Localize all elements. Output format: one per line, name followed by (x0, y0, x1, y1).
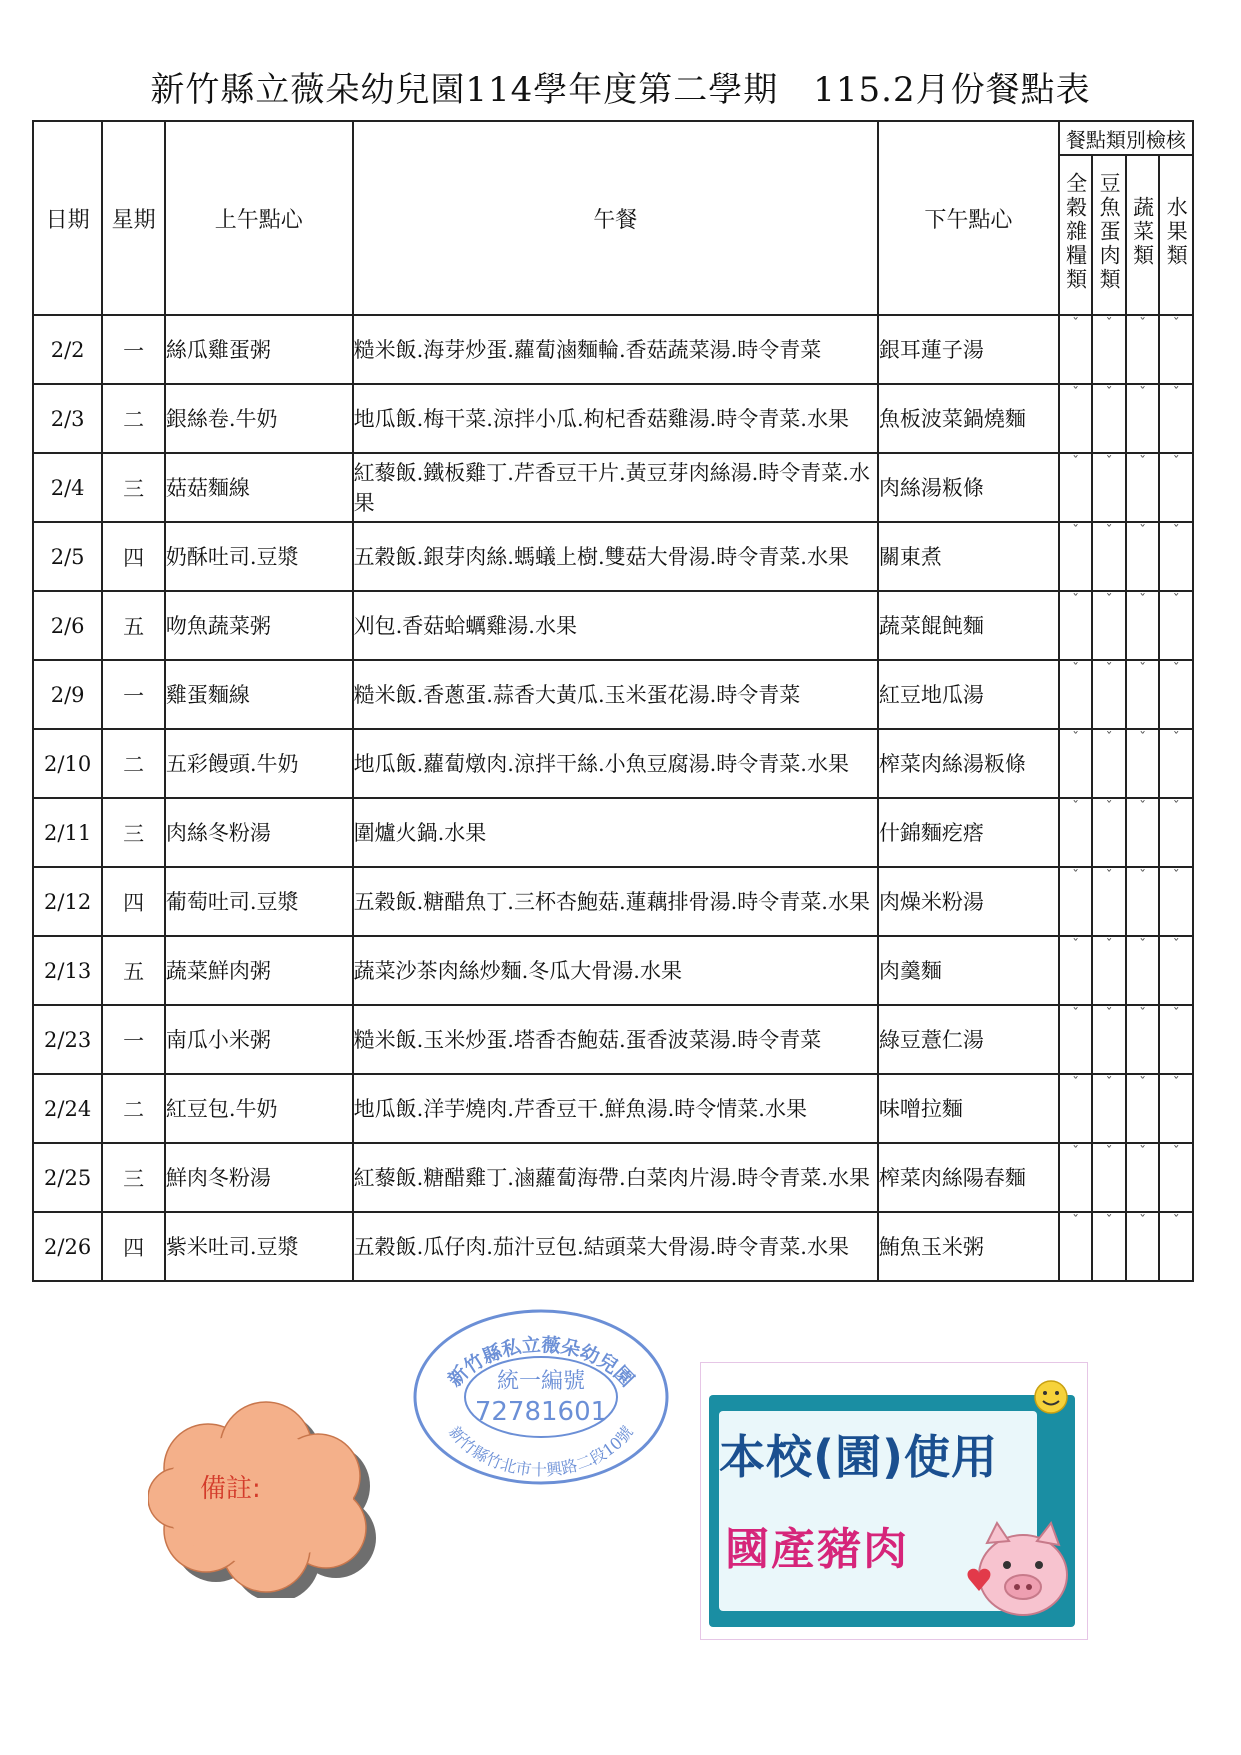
row-lunch: 五穀飯.糖醋魚丁.三杯杏鮑菇.蓮藕排骨湯.時令青菜.水果 (353, 867, 878, 936)
row-check-mark: ˇ (1092, 1005, 1126, 1074)
row-afternoon-snack: 鮪魚玉米粥 (878, 1212, 1059, 1281)
row-afternoon-snack: 味噌拉麵 (878, 1074, 1059, 1143)
table-row (33, 660, 1193, 729)
row-lunch: 地瓜飯.洋芋燒肉.芹香豆干.鮮魚湯.時令情菜.水果 (353, 1074, 878, 1143)
table-row (33, 1005, 1193, 1074)
row-day: 二 (102, 729, 165, 798)
header-check-protein (1092, 155, 1126, 315)
row-check-mark: ˇ (1126, 384, 1160, 453)
row-afternoon-snack: 肉羹麵 (878, 936, 1059, 1005)
row-check-mark: ˇ (1159, 591, 1193, 660)
table-row (33, 798, 1193, 867)
note-label: 備註: (200, 1474, 261, 1504)
row-morning-snack: 雞蛋麵線 (165, 660, 353, 729)
row-check-mark: ˇ (1126, 867, 1160, 936)
row-check-mark: ˇ (1059, 1005, 1093, 1074)
row-date: 2/3 (33, 384, 102, 453)
row-day: 一 (102, 1005, 165, 1074)
header-check-protein-label: 豆魚蛋肉類 (1097, 172, 1122, 292)
row-check-mark: ˇ (1159, 1074, 1193, 1143)
row-check-mark: ˇ (1126, 315, 1160, 384)
row-check-mark: ˇ (1159, 1005, 1193, 1074)
row-day: 四 (102, 522, 165, 591)
row-check-mark: ˇ (1159, 453, 1193, 522)
row-afternoon-snack: 紅豆地瓜湯 (878, 660, 1059, 729)
table-row (33, 522, 1193, 591)
row-check-mark: ˇ (1092, 1074, 1126, 1143)
badge-line1: 本校(園)使用 (719, 1430, 999, 1484)
meal-table (32, 120, 1194, 1282)
row-day: 一 (102, 315, 165, 384)
row-check-mark: ˇ (1059, 1212, 1093, 1281)
header-check-group: 餐點類別檢核 (1059, 121, 1193, 155)
stamp-arc-top: 新竹縣私立薇朵幼兒園 (443, 1334, 639, 1392)
badge-line2: 國產豬肉 (725, 1524, 909, 1575)
table-row (33, 315, 1193, 384)
row-check-mark: ˇ (1092, 1143, 1126, 1212)
row-check-mark: ˇ (1159, 729, 1193, 798)
header-lunch: 午餐 (353, 121, 878, 315)
row-afternoon-snack: 肉絲湯粄條 (878, 453, 1059, 522)
header-check-grains (1059, 155, 1093, 315)
row-afternoon-snack: 什錦麵疙瘩 (878, 798, 1059, 867)
header-check-fruit (1159, 155, 1193, 315)
table-row (33, 936, 1193, 1005)
row-check-mark: ˇ (1059, 522, 1093, 591)
row-check-mark: ˇ (1126, 729, 1160, 798)
row-date: 2/24 (33, 1074, 102, 1143)
row-date: 2/23 (33, 1005, 102, 1074)
row-day: 二 (102, 384, 165, 453)
row-check-mark: ˇ (1092, 936, 1126, 1005)
page-title: 新竹縣立薇朵幼兒園114學年度第二學期 115.2月份餐點表 (150, 70, 1091, 110)
row-date: 2/11 (33, 798, 102, 867)
row-morning-snack: 絲瓜雞蛋粥 (165, 315, 353, 384)
row-afternoon-snack: 關東煮 (878, 522, 1059, 591)
row-check-mark: ˇ (1059, 384, 1093, 453)
row-day: 四 (102, 1212, 165, 1281)
row-morning-snack: 葡萄吐司.豆漿 (165, 867, 353, 936)
row-lunch: 圍爐火鍋.水果 (353, 798, 878, 867)
row-afternoon-snack: 榨菜肉絲陽春麵 (878, 1143, 1059, 1212)
row-afternoon-snack: 蔬菜餛飩麵 (878, 591, 1059, 660)
row-date: 2/10 (33, 729, 102, 798)
row-check-mark: ˇ (1126, 1005, 1160, 1074)
note-cloud (148, 1398, 388, 1598)
row-day: 三 (102, 798, 165, 867)
row-check-mark: ˇ (1059, 867, 1093, 936)
table-row (33, 384, 1193, 453)
row-check-mark: ˇ (1159, 315, 1193, 384)
row-check-mark: ˇ (1092, 453, 1126, 522)
row-morning-snack: 紅豆包.牛奶 (165, 1074, 353, 1143)
table-row (33, 1143, 1193, 1212)
row-check-mark: ˇ (1059, 591, 1093, 660)
row-morning-snack: 菇菇麵線 (165, 453, 353, 522)
row-lunch: 紅藜飯.糖醋雞丁.滷蘿蔔海帶.白菜肉片湯.時令青菜.水果 (353, 1143, 878, 1212)
table-row (33, 453, 1193, 522)
header-check-vegetables (1126, 155, 1160, 315)
row-day: 一 (102, 660, 165, 729)
row-afternoon-snack: 肉燥米粉湯 (878, 867, 1059, 936)
row-check-mark: ˇ (1126, 660, 1160, 729)
row-morning-snack: 肉絲冬粉湯 (165, 798, 353, 867)
row-lunch: 蔬菜沙茶肉絲炒麵.冬瓜大骨湯.水果 (353, 936, 878, 1005)
row-check-mark: ˇ (1092, 1212, 1126, 1281)
row-check-mark: ˇ (1059, 1143, 1093, 1212)
row-check-mark: ˇ (1092, 729, 1126, 798)
row-date: 2/12 (33, 867, 102, 936)
row-date: 2/26 (33, 1212, 102, 1281)
row-morning-snack: 吻魚蔬菜粥 (165, 591, 353, 660)
row-check-mark: ˇ (1159, 1212, 1193, 1281)
row-check-mark: ˇ (1159, 798, 1193, 867)
row-day: 三 (102, 453, 165, 522)
row-lunch: 五穀飯.瓜仔肉.茄汁豆包.結頭菜大骨湯.時令青菜.水果 (353, 1212, 878, 1281)
row-lunch: 紅藜飯.鐵板雞丁.芹香豆干片.黃豆芽肉絲湯.時令青菜.水果 (353, 453, 878, 522)
row-check-mark: ˇ (1092, 660, 1126, 729)
row-morning-snack: 五彩饅頭.牛奶 (165, 729, 353, 798)
row-check-mark: ˇ (1126, 522, 1160, 591)
row-afternoon-snack: 魚板波菜鍋燒麵 (878, 384, 1059, 453)
header-afternoon-snack: 下午點心 (878, 121, 1059, 315)
row-morning-snack: 南瓜小米粥 (165, 1005, 353, 1074)
row-check-mark: ˇ (1159, 384, 1193, 453)
row-check-mark: ˇ (1126, 591, 1160, 660)
header-check-vegetables-label: 蔬菜類 (1130, 196, 1155, 268)
official-stamp (410, 1306, 672, 1488)
pig-mascot-icon (963, 1513, 1081, 1631)
row-check-mark: ˇ (1059, 315, 1093, 384)
row-check-mark: ˇ (1126, 1074, 1160, 1143)
row-date: 2/9 (33, 660, 102, 729)
row-check-mark: ˇ (1059, 936, 1093, 1005)
row-check-mark: ˇ (1092, 522, 1126, 591)
table-row (33, 1074, 1193, 1143)
row-morning-snack: 蔬菜鮮肉粥 (165, 936, 353, 1005)
table-row (33, 591, 1193, 660)
row-check-mark: ˇ (1126, 453, 1160, 522)
row-lunch: 糙米飯.香蔥蛋.蒜香大黃瓜.玉米蛋花湯.時令青菜 (353, 660, 878, 729)
row-date: 2/13 (33, 936, 102, 1005)
header-day: 星期 (102, 121, 165, 315)
row-lunch: 糙米飯.海芽炒蛋.蘿蔔滷麵輪.香菇蔬菜湯.時令青菜 (353, 315, 878, 384)
row-lunch: 五穀飯.銀芽肉絲.螞蟻上樹.雙菇大骨湯.時令青菜.水果 (353, 522, 878, 591)
header-morning-snack: 上午點心 (165, 121, 353, 315)
row-check-mark: ˇ (1126, 936, 1160, 1005)
header-check-fruit-label: 水果類 (1164, 196, 1189, 268)
row-check-mark: ˇ (1126, 798, 1160, 867)
row-morning-snack: 銀絲卷.牛奶 (165, 384, 353, 453)
row-check-mark: ˇ (1092, 867, 1126, 936)
row-check-mark: ˇ (1159, 1143, 1193, 1212)
row-check-mark: ˇ (1092, 798, 1126, 867)
row-morning-snack: 鮮肉冬粉湯 (165, 1143, 353, 1212)
row-day: 三 (102, 1143, 165, 1212)
row-day: 四 (102, 867, 165, 936)
row-morning-snack: 奶酥吐司.豆漿 (165, 522, 353, 591)
row-lunch: 糙米飯.玉米炒蛋.塔香杏鮑菇.蛋香波菜湯.時令青菜 (353, 1005, 878, 1074)
smiley-icon (1031, 1377, 1071, 1417)
table-row (33, 729, 1193, 798)
row-date: 2/2 (33, 315, 102, 384)
header-check-grains-label: 全穀雜糧類 (1063, 172, 1088, 292)
row-check-mark: ˇ (1059, 798, 1093, 867)
row-check-mark: ˇ (1126, 1143, 1160, 1212)
row-day: 五 (102, 936, 165, 1005)
row-date: 2/6 (33, 591, 102, 660)
row-day: 五 (102, 591, 165, 660)
row-afternoon-snack: 榨菜肉絲湯粄條 (878, 729, 1059, 798)
row-check-mark: ˇ (1159, 867, 1193, 936)
domestic-pork-badge (700, 1362, 1088, 1640)
row-date: 2/4 (33, 453, 102, 522)
row-check-mark: ˇ (1092, 591, 1126, 660)
table-row (33, 867, 1193, 936)
row-check-mark: ˇ (1126, 1212, 1160, 1281)
row-check-mark: ˇ (1159, 660, 1193, 729)
row-check-mark: ˇ (1059, 1074, 1093, 1143)
row-check-mark: ˇ (1059, 453, 1093, 522)
row-date: 2/25 (33, 1143, 102, 1212)
row-date: 2/5 (33, 522, 102, 591)
stamp-line1: 統一編號 (496, 1369, 586, 1394)
row-check-mark: ˇ (1092, 315, 1126, 384)
header-date: 日期 (33, 121, 102, 315)
row-afternoon-snack: 銀耳蓮子湯 (878, 315, 1059, 384)
row-check-mark: ˇ (1059, 729, 1093, 798)
stamp-arc-bottom: 新竹縣竹北市十興路二段10號 (445, 1422, 637, 1480)
table-row (33, 1212, 1193, 1281)
row-check-mark: ˇ (1092, 384, 1126, 453)
row-lunch: 地瓜飯.梅干菜.涼拌小瓜.枸杞香菇雞湯.時令青菜.水果 (353, 384, 878, 453)
row-lunch: 刈包.香菇蛤蠣雞湯.水果 (353, 591, 878, 660)
row-check-mark: ˇ (1159, 522, 1193, 591)
row-lunch: 地瓜飯.蘿蔔燉肉.涼拌干絲.小魚豆腐湯.時令青菜.水果 (353, 729, 878, 798)
stamp-line2: 72781601 (474, 1397, 608, 1427)
row-check-mark: ˇ (1159, 936, 1193, 1005)
row-morning-snack: 紫米吐司.豆漿 (165, 1212, 353, 1281)
row-day: 二 (102, 1074, 165, 1143)
row-afternoon-snack: 綠豆薏仁湯 (878, 1005, 1059, 1074)
row-check-mark: ˇ (1059, 660, 1093, 729)
